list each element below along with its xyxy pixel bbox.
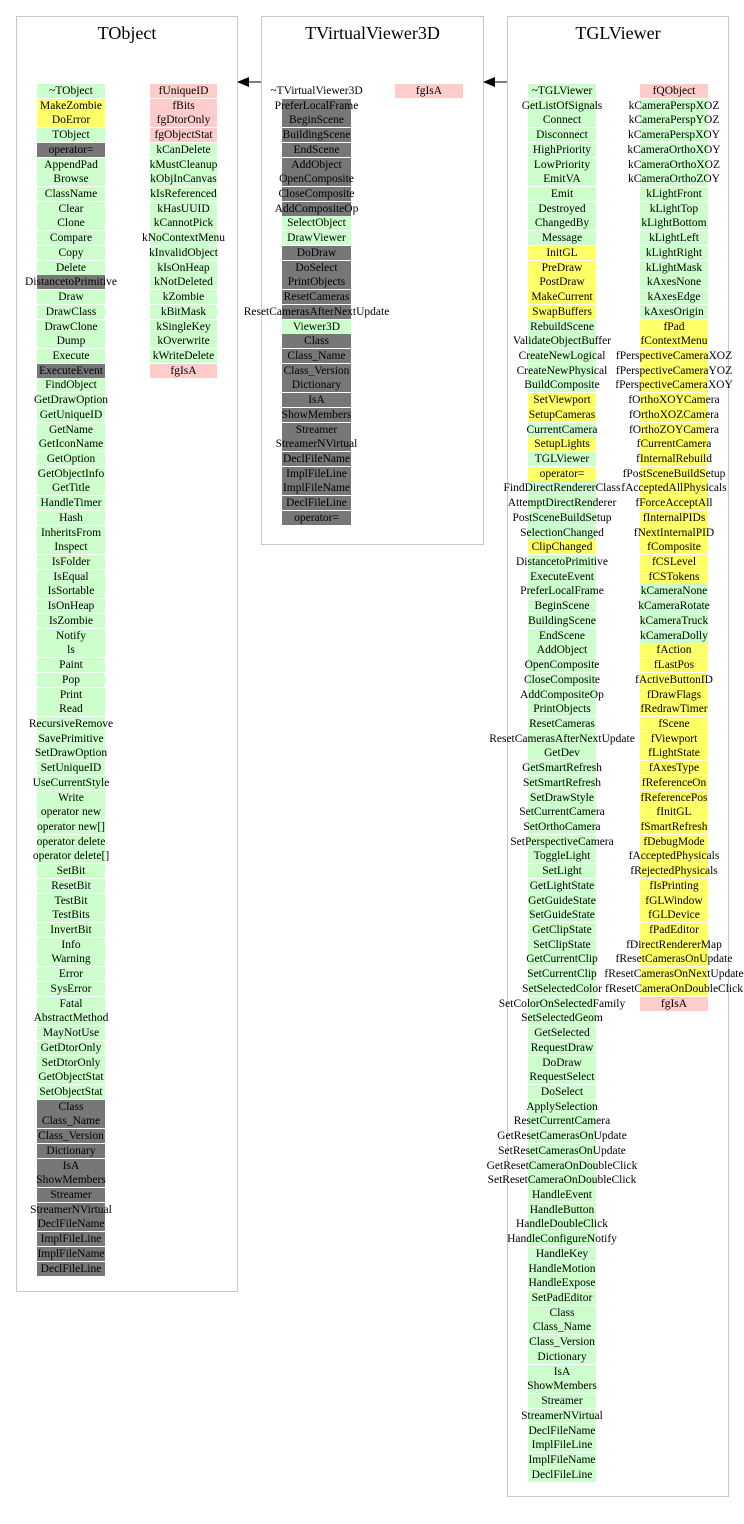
method-name: Streamer (541, 1395, 583, 1408)
member-name: fLastPos (653, 659, 695, 672)
method-name: ~TGLViewer (531, 85, 593, 97)
member-name: fQObject (652, 85, 696, 97)
method-name: StreamerNVirtual (521, 1409, 603, 1422)
member-name: fInitGL (656, 806, 692, 819)
method-name: operator new[] (36, 821, 105, 833)
method-name: ShowMembers (527, 1380, 597, 1393)
method-name: ImplFileLine (40, 1233, 102, 1246)
method-name: GetDev (544, 747, 580, 760)
member-name: fPerspectiveCameraXOZ (615, 349, 733, 362)
member-name: fgIsA (170, 364, 197, 377)
method-name: Dictionary (46, 1144, 96, 1157)
method-name: GetClipState (532, 924, 592, 937)
method-name: Class (304, 335, 329, 348)
method-name: Notify (55, 629, 87, 642)
method-name: Dictionary (291, 379, 342, 392)
member-name: fPadEditor (649, 924, 699, 937)
member-name: fOrthoZOYCamera (628, 423, 720, 436)
method-name: OpenComposite (279, 173, 354, 186)
method-name: AttemptDirectRenderer (507, 497, 617, 510)
method-name: ~TVirtualViewer3D (270, 85, 363, 97)
member-name: fOrthoXOYCamera (628, 394, 720, 407)
method-name: operator= (48, 143, 94, 156)
method-name: Emit (550, 188, 574, 201)
method-name: TObject (52, 129, 90, 142)
method-name: Copy (58, 246, 84, 259)
method-name: DeclFileLine (531, 1468, 593, 1481)
method-name: HandleEvent (531, 1189, 593, 1201)
method-name: IsSortable (47, 585, 95, 598)
method-name: GetUniqueID (39, 408, 103, 421)
method-name: ImplFileName (528, 1453, 596, 1466)
method-name: LowPriority (533, 158, 591, 171)
method-name: PreDraw (541, 261, 583, 274)
method-name: ResetCamerasAfterNextUpdate (489, 732, 635, 745)
method-name: Execute (52, 349, 90, 362)
member-name: fInternalRebuild (635, 453, 712, 465)
member-name: fAxesType (648, 762, 700, 775)
method-name: operator delete (36, 835, 106, 848)
method-name: OpenComposite (524, 659, 600, 672)
method-name: DoError (51, 114, 91, 127)
member-name: kCanDelete (156, 143, 211, 156)
method-name: BuildingScene (528, 614, 596, 627)
method-name: ValidateObjectBuffer (512, 335, 612, 348)
method-name: Paint (59, 659, 83, 672)
method-name: Class_Name (532, 1321, 592, 1334)
method-name: DistancetoPrimitive (516, 556, 608, 569)
method-name: GetOption (46, 453, 96, 465)
method-name: PostDraw (539, 276, 585, 289)
member-name: fDebugMode (643, 835, 705, 848)
method-name: GetSelected (534, 1027, 590, 1040)
member-name: fActiveButtonID (635, 673, 713, 686)
method-name: DeclFileName (528, 1424, 596, 1437)
method-name: Destroyed (538, 202, 586, 215)
method-name: Class (58, 1100, 84, 1113)
method-name: operator= (294, 511, 339, 524)
member-name: fPad (663, 320, 685, 333)
method-name: ImplFileName (37, 1247, 105, 1260)
method-name: SetResetCameraOnDoubleClick (487, 1174, 637, 1187)
method-name: Warning (51, 953, 91, 966)
method-name: SetDrawOption (34, 747, 108, 760)
method-name: Read (59, 703, 83, 716)
method-name: PostSceneBuildSetup (512, 511, 612, 524)
method-name: Disconnect (536, 129, 588, 142)
method-name: TGLViewer (534, 453, 590, 465)
method-name: SavePrimitive (38, 732, 104, 745)
method-name: UseCurrentStyle (32, 776, 110, 789)
method-name: SetupCameras (528, 408, 596, 421)
class-title: TObject (97, 23, 157, 43)
method-name: SetDrawStyle (530, 791, 594, 804)
method-name: Error (58, 968, 84, 981)
member-name: kCameraNone (640, 585, 708, 598)
member-name: fOrthoXOZCamera (628, 408, 720, 421)
method-name: DrawClass (45, 305, 97, 318)
method-name: CloseComposite (278, 188, 355, 201)
method-name: SetOrthoCamera (523, 821, 601, 833)
method-name: ImplFileLine (286, 467, 347, 480)
method-name: MakeCurrent (531, 291, 593, 304)
method-name: Class_Name (287, 349, 346, 362)
method-name: AppendPad (44, 158, 98, 171)
member-name: fReferenceOn (641, 776, 707, 789)
method-name: CreateNewLogical (518, 349, 606, 362)
member-name: kCannotPick (153, 217, 214, 230)
method-name: GetObjectStat (38, 1071, 104, 1084)
member-name: kMustCleanup (149, 158, 218, 171)
method-name: Streamer (50, 1189, 92, 1201)
method-name: HandleMotion (528, 1262, 596, 1275)
method-name: ShowMembers (36, 1174, 106, 1187)
method-name: Class_Version (38, 1130, 104, 1143)
method-name: ResetCamerasAfterNextUpdate (243, 305, 390, 318)
method-name: RebuildScene (530, 320, 594, 333)
member-name: kOverwrite (157, 335, 210, 348)
method-name: SetUniqueID (40, 762, 102, 775)
member-name: fCurrentCamera (636, 438, 712, 451)
method-name: HandleExpose (528, 1277, 596, 1290)
method-name: BeginScene (534, 600, 590, 613)
method-name: SelectObject (287, 217, 346, 230)
method-name: ResetCameras (283, 291, 350, 304)
member-name: kObjInCanvas (150, 173, 217, 186)
method-name: StreamerNVirtual (275, 438, 358, 451)
method-name: ResetCurrentCamera (513, 1115, 611, 1128)
member-name: fgDtorOnly (156, 114, 211, 127)
method-name: MakeZombie (40, 99, 102, 112)
method-name: GetResetCamerasOnUpdate (497, 1130, 627, 1143)
method-name: DeclFileName (282, 453, 351, 465)
member-name: fLightState (648, 747, 700, 760)
method-name: GetSmartRefresh (522, 762, 602, 775)
method-name: DeclFileName (37, 1218, 105, 1231)
method-name: DeclFileLine (40, 1262, 102, 1275)
member-name: kZombie (162, 291, 205, 304)
method-name: BeginScene (289, 114, 344, 127)
method-name: SetGuideState (529, 909, 595, 922)
method-name: AddObject (291, 158, 342, 171)
method-name: IsZombie (48, 614, 94, 627)
method-name: ApplySelection (526, 1100, 598, 1113)
method-name: AddCompositeOp (274, 202, 359, 215)
member-name: fResetCamerasOnNextUpdate (604, 968, 744, 981)
method-name: BuildingScene (282, 129, 351, 142)
method-name: ResetCameras (529, 717, 595, 730)
member-name: fReferencePos (640, 791, 708, 804)
method-name: DistancetoPrimitive (25, 276, 117, 289)
method-name: SelectionChanged (520, 526, 604, 539)
method-name: IsEqual (53, 570, 89, 583)
method-name: SetSelectedGeom (521, 1012, 603, 1025)
method-name: GetDtorOnly (40, 1041, 102, 1054)
method-name: Class_Version (283, 364, 350, 377)
method-name: SetViewport (533, 394, 591, 407)
method-name: EndScene (539, 629, 585, 642)
method-name: Streamer (295, 423, 338, 436)
method-name: IsOnHeap (47, 600, 95, 613)
method-name: HandleDoubleClick (516, 1218, 608, 1231)
method-name: Class_Version (529, 1336, 595, 1349)
method-name: ClipChanged (531, 541, 593, 554)
method-name: GetObjectInfo (37, 467, 105, 480)
method-name: HighPriority (532, 143, 592, 156)
method-name: SetCurrentCamera (519, 806, 605, 819)
method-name: RequestDraw (530, 1041, 594, 1054)
method-name: Dump (56, 335, 86, 348)
method-name: Clear (58, 202, 84, 215)
method-name: HandleButton (529, 1203, 595, 1216)
method-name: RequestSelect (529, 1071, 595, 1084)
method-name: GetTitle (52, 482, 90, 495)
member-name: fDrawFlags (646, 688, 702, 701)
member-name: kLightLeft (649, 232, 699, 245)
method-name: ToggleLight (533, 850, 591, 863)
method-name: ExecuteEvent (530, 570, 594, 583)
method-name: SetResetCamerasOnUpdate (498, 1144, 626, 1157)
member-name: fUniqueID (158, 85, 209, 97)
member-name: fScene (658, 717, 690, 730)
member-name: kCameraPerspXOZ (628, 99, 720, 112)
method-name: SetPadEditor (531, 1292, 593, 1305)
method-name: ResetBit (51, 879, 91, 892)
method-name: Browse (53, 173, 89, 186)
method-name: BuildComposite (524, 379, 600, 392)
member-name: fgIsA (660, 997, 688, 1010)
member-name: fForceAcceptAll (635, 497, 713, 510)
method-name: ls (67, 644, 75, 657)
method-name: SetSmartRefresh (523, 776, 601, 789)
member-name: kLightRight (645, 246, 703, 259)
method-name: IsA (308, 394, 325, 407)
method-name: PreferLocalFrame (274, 99, 359, 112)
method-name: GetListOfSignals (521, 99, 603, 112)
method-name: Fatal (59, 997, 83, 1010)
member-name: kCameraTruck (639, 614, 709, 627)
member-name: fNextInternalPID (633, 526, 715, 539)
method-name: ChangedBy (534, 217, 590, 230)
method-name: RecursiveRemove (28, 717, 114, 730)
method-name: ShowMembers (281, 408, 352, 421)
member-name: kInvalidObject (149, 246, 218, 259)
member-name: kLightTop (649, 202, 699, 215)
method-name: SetPerspectiveCamera (510, 835, 614, 848)
member-name: kNoContextMenu (141, 232, 226, 245)
method-name: HandleKey (535, 1247, 589, 1260)
member-name: fGLWindow (645, 894, 703, 907)
member-name: kCameraOrthoZOY (628, 173, 720, 186)
method-name: FindObject (45, 379, 97, 392)
method-name: Class_Name (41, 1115, 101, 1128)
member-name: kCameraPerspYOZ (628, 114, 720, 127)
member-name: kLightBottom (641, 217, 707, 230)
member-name: kCameraRotate (638, 600, 710, 613)
method-name: IsA (553, 1365, 571, 1378)
method-name: AddObject (536, 644, 588, 657)
method-name: InvertBit (50, 924, 92, 937)
method-name: HandleTimer (40, 497, 102, 510)
method-name: HandleConfigureNotify (507, 1233, 617, 1246)
method-name: GetLightState (529, 879, 595, 892)
member-name: fBits (172, 99, 195, 112)
method-name: Viewer3D (292, 320, 341, 333)
method-name: GetIconName (38, 438, 104, 451)
method-name: Pop (62, 673, 80, 686)
method-name: Hash (59, 511, 83, 524)
method-name: DoSelect (295, 261, 338, 274)
method-name: Inspect (54, 541, 88, 554)
method-name: GetDrawOption (33, 394, 109, 407)
member-name: kNotDeleted (154, 276, 213, 289)
method-name: DeclFileLine (286, 497, 347, 510)
method-name: SetClipState (533, 938, 591, 951)
method-name: CreateNewPhysical (516, 364, 608, 377)
method-name: PreferLocalFrame (520, 585, 604, 598)
member-name: fgObjectStat (154, 129, 213, 142)
member-name: fIsPrinting (649, 879, 699, 892)
member-name: fPostSceneBuildSetup (622, 467, 726, 480)
method-name: CurrentCamera (526, 423, 598, 436)
method-name: MayNotUse (42, 1027, 100, 1040)
method-name: GetResetCameraOnDoubleClick (486, 1159, 638, 1172)
method-name: operator new (40, 806, 102, 819)
member-name: fCSLevel (651, 556, 697, 569)
member-name: fViewport (650, 732, 698, 745)
method-name: SetDtorOnly (41, 1056, 101, 1069)
member-name: fComposite (647, 541, 701, 554)
method-name: DoDraw (296, 246, 337, 259)
member-name: kAxesEdge (647, 291, 701, 304)
member-name: fResetCamerasOnUpdate (615, 953, 733, 966)
method-name: IsFolder (51, 556, 91, 569)
method-name: GetName (48, 423, 94, 436)
method-name: Draw (58, 291, 84, 304)
method-name: DrawViewer (287, 232, 346, 245)
method-name: IsA (62, 1159, 80, 1172)
member-name: kCameraPerspXOY (628, 129, 720, 142)
member-name: kCameraDolly (640, 629, 708, 642)
method-name: ClassName (44, 188, 98, 201)
member-name: kCameraOrthoXOZ (628, 158, 720, 171)
method-name: Info (61, 938, 81, 951)
method-name: StreamerNVirtual (30, 1203, 112, 1216)
method-name: FindDirectRendererClass (503, 482, 621, 495)
method-name: SetLight (542, 865, 582, 878)
method-name: Print (59, 688, 83, 701)
class-title: TVirtualViewer3D (305, 23, 440, 43)
method-name: InheritsFrom (40, 526, 102, 539)
member-name: fAcceptedAllPhysicals (621, 482, 727, 495)
method-name: ImplFileLine (531, 1439, 593, 1452)
method-name: AbstractMethod (33, 1012, 109, 1025)
method-name: Compare (49, 232, 93, 245)
method-name: AddCompositeOp (520, 688, 604, 701)
member-name: fSmartRefresh (640, 821, 708, 833)
method-name: Class (549, 1306, 575, 1319)
method-name: Connect (542, 114, 582, 127)
method-name: SetSelectedColor (522, 982, 602, 995)
class-title: TGLViewer (575, 23, 661, 43)
method-name: SetBit (56, 865, 86, 878)
method-name: Write (58, 791, 84, 804)
method-name: PrintObjects (287, 276, 346, 289)
method-name: EmitVA (543, 173, 581, 186)
method-name: SwapBuffers (532, 305, 592, 318)
method-name: GetCurrentClip (526, 953, 598, 966)
member-name: fDirectRendererMap (626, 938, 722, 951)
member-name: fAction (656, 644, 692, 657)
method-name: Dictionary (537, 1350, 587, 1363)
method-name: DrawClone (44, 320, 98, 333)
member-name: kLightMask (645, 261, 703, 274)
member-name: fInternalPIDs (642, 511, 706, 524)
method-name: SetObjectStat (39, 1085, 103, 1098)
member-name: fRejectedPhysicals (630, 865, 718, 878)
member-name: kIsOnHeap (157, 261, 210, 274)
member-name: fRedrawTimer (640, 703, 708, 716)
method-name: ImplFileName (282, 482, 351, 495)
member-name: kAxesOrigin (644, 305, 704, 318)
method-name: DoSelect (540, 1085, 584, 1098)
member-name: fResetCameraOnDoubleClick (605, 982, 743, 995)
member-name: fgIsA (415, 85, 443, 97)
method-name: SysError (50, 982, 92, 995)
method-name: DoDraw (542, 1056, 582, 1069)
method-name: InitGL (546, 246, 578, 259)
method-name: SetupLights (534, 438, 590, 451)
member-name: fPerspectiveCameraYOZ (615, 364, 733, 377)
member-name: kIsReferenced (150, 188, 217, 201)
method-name: ~TObject (49, 85, 93, 97)
method-name: PrintObjects (533, 703, 591, 716)
method-name: TestBits (52, 909, 90, 922)
member-name: fGLDevice (648, 909, 700, 922)
method-name: Message (541, 232, 583, 245)
method-name: TestBit (54, 894, 88, 907)
member-name: kWriteDelete (152, 349, 215, 362)
method-name: SetCurrentClip (527, 968, 597, 981)
method-name: EndScene (293, 143, 340, 156)
method-name: SetColorOnSelectedFamily (498, 997, 626, 1010)
member-name: kBitMask (160, 305, 207, 318)
method-name: Delete (55, 261, 86, 274)
member-name: kHasUUID (157, 202, 210, 215)
method-name: GetGuideState (528, 894, 596, 907)
member-name: fCSTokens (648, 570, 700, 583)
member-name: fAcceptedPhysicals (628, 850, 720, 863)
method-name: ExecuteEvent (39, 364, 103, 377)
member-name: kSingleKey (156, 320, 211, 333)
method-name: Clone (57, 217, 85, 230)
method-name: CloseComposite (523, 673, 601, 686)
member-name: fContextMenu (640, 335, 708, 348)
member-name: fPerspectiveCameraXOY (615, 379, 733, 392)
method-name: operator= (539, 467, 585, 480)
method-name: operator delete[] (32, 850, 110, 863)
member-name: kLightFront (646, 188, 702, 201)
member-name: kAxesNone (646, 276, 702, 289)
member-name: kCameraOrthoXOY (627, 143, 721, 156)
